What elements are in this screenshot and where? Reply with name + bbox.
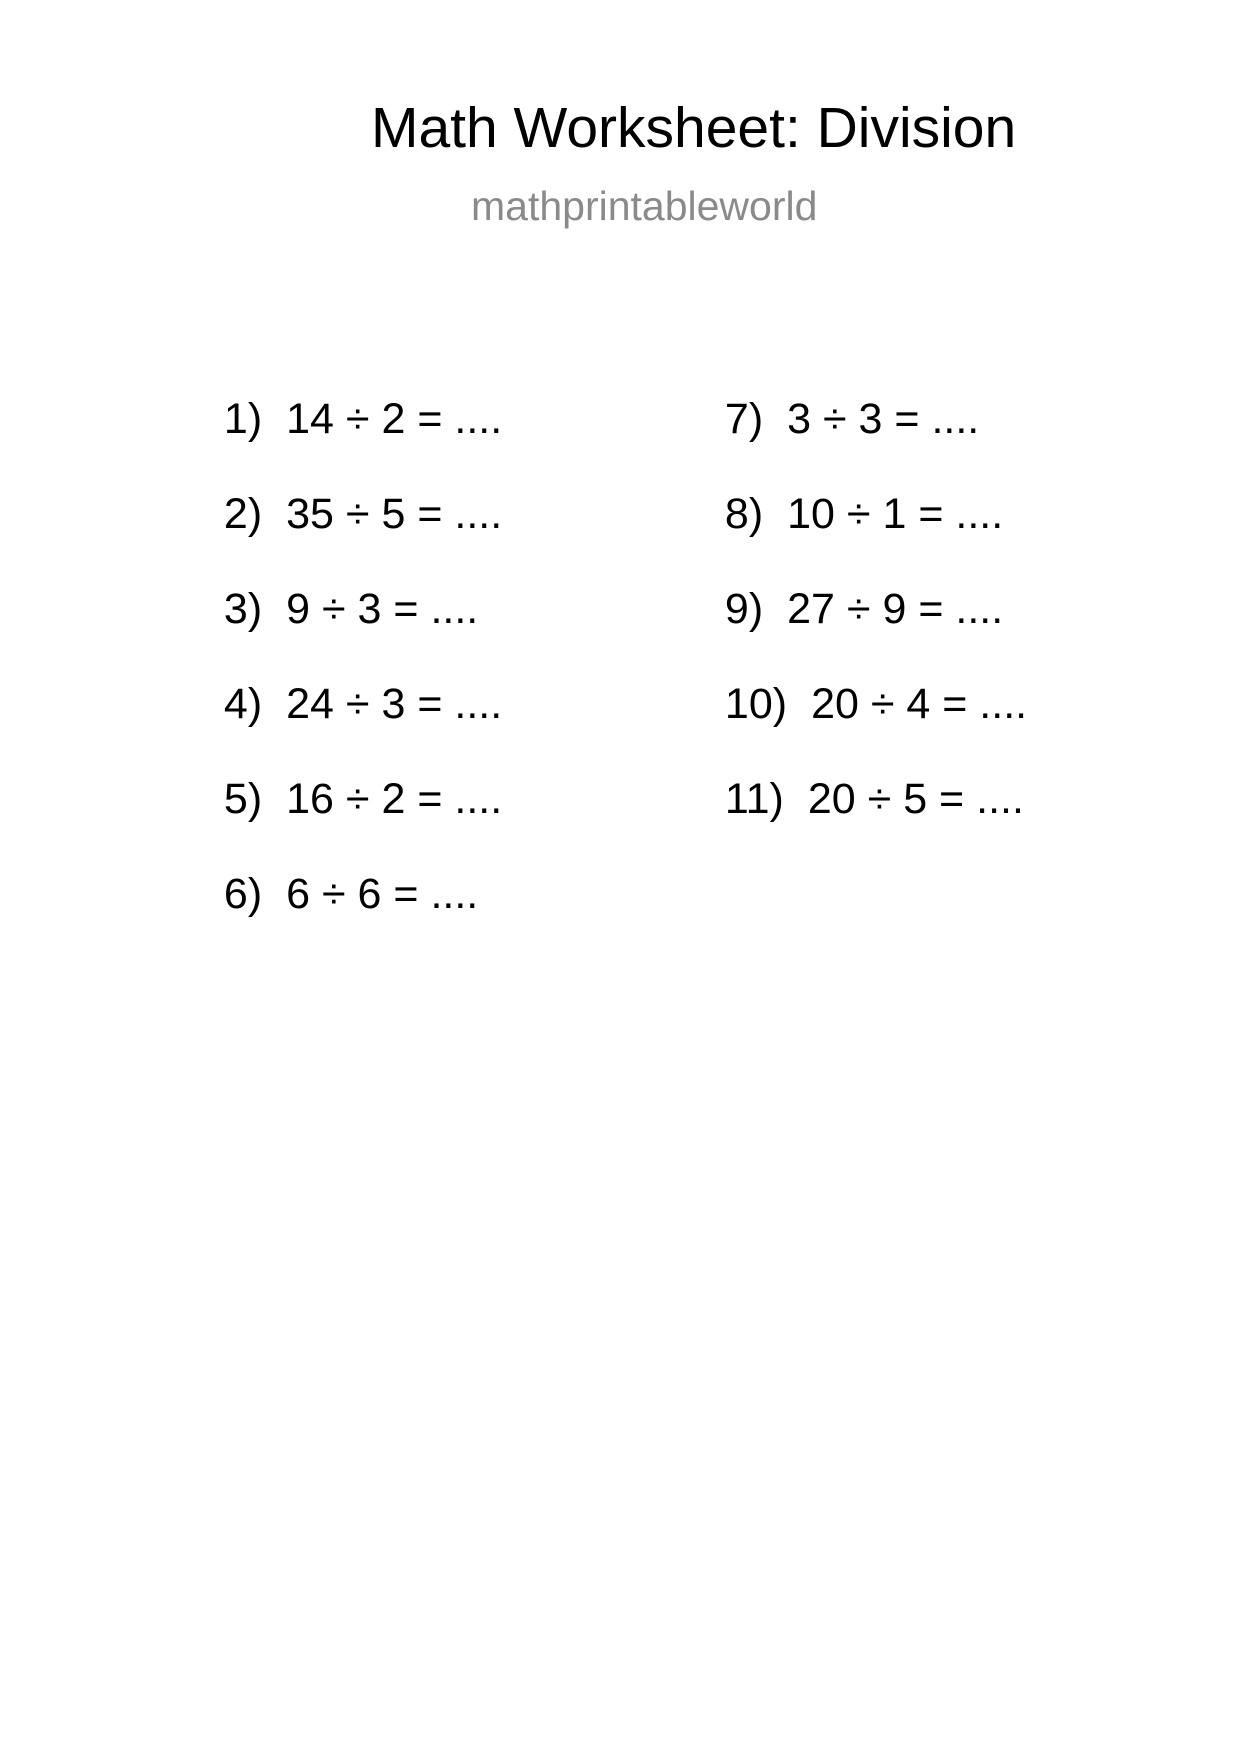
problem-number: 10): [724, 680, 788, 728]
problem-expression: 10 ÷ 1 = ....: [787, 490, 1004, 538]
problem-10: [701, 640, 1027, 726]
problem-1: [200, 355, 502, 441]
worksheet-subtitle: mathprintableworld: [471, 183, 818, 229]
problem-6: [200, 830, 478, 916]
problem-number: 9): [724, 585, 764, 633]
problem-expression: 3 ÷ 3 = ....: [787, 395, 980, 443]
problem-3: [200, 545, 478, 631]
problem-5: [200, 735, 502, 821]
problem-expression: 20 ÷ 5 = ....: [807, 775, 1024, 823]
problem-number: 2): [223, 490, 263, 538]
problem-7: [701, 355, 979, 441]
problem-expression: 9 ÷ 3 = ....: [286, 585, 479, 633]
problem-expression: 14 ÷ 2 = ....: [286, 395, 503, 443]
problem-number: 6): [223, 870, 263, 918]
problem-11: [701, 735, 1024, 821]
problem-2: [200, 450, 502, 536]
problem-9: [701, 545, 1003, 631]
problem-expression: 24 ÷ 3 = ....: [286, 680, 503, 728]
problem-number: 3): [223, 585, 263, 633]
problem-number: 4): [223, 680, 263, 728]
problem-number: 5): [223, 775, 263, 823]
problem-expression: 20 ÷ 4 = ....: [811, 680, 1028, 728]
problem-number: 11): [724, 775, 784, 823]
problem-number: 8): [724, 490, 764, 538]
problem-number: 1): [223, 395, 263, 443]
problem-expression: 6 ÷ 6 = ....: [286, 870, 479, 918]
problem-4: [200, 640, 502, 726]
worksheet-title: Math Worksheet: Division: [371, 96, 1017, 160]
problem-expression: 27 ÷ 9 = ....: [787, 585, 1004, 633]
problem-number: 7): [724, 395, 764, 443]
problem-8: [701, 450, 1003, 536]
problem-expression: 16 ÷ 2 = ....: [286, 775, 503, 823]
problem-expression: 35 ÷ 5 = ....: [286, 490, 503, 538]
